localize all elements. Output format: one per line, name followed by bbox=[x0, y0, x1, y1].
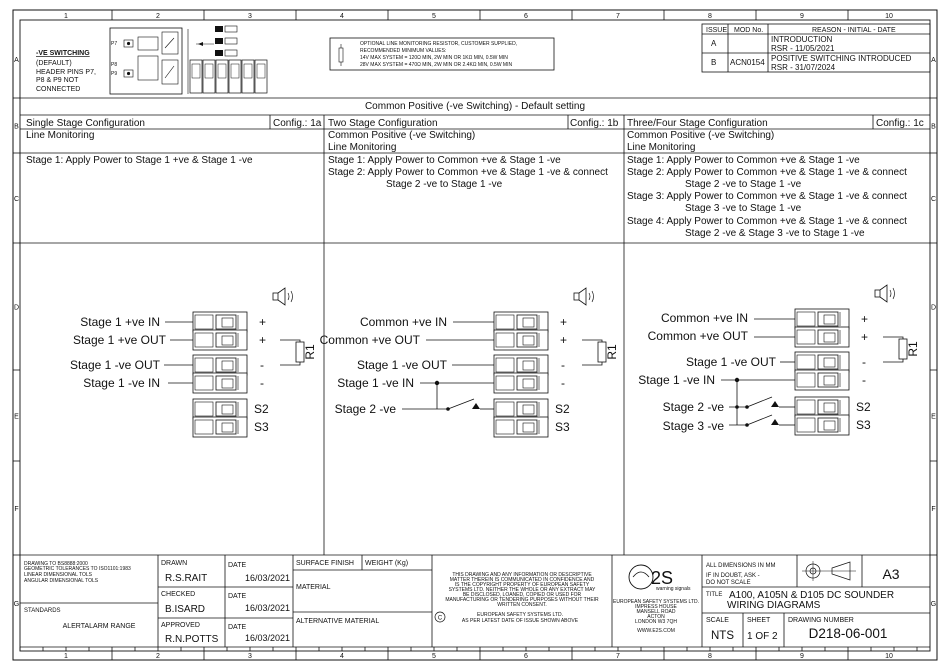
config-1b-step-2: Stage 2: Apply Power to Common +ve & Stage 1 -ve & connect bbox=[328, 167, 608, 178]
config-1c-subtitle-2: Line Monitoring bbox=[627, 142, 696, 153]
d2-label-3: Stage 1 -ve OUT bbox=[356, 358, 447, 372]
grid-row-G-right: G bbox=[930, 601, 937, 608]
rev-header-reason: REASON - INITIAL - DATE bbox=[812, 27, 896, 34]
d1-label-2: Stage 1 +ve OUT bbox=[72, 333, 166, 347]
wiring-diagram-1c bbox=[638, 285, 920, 435]
config-1b-subtitle-1: Common Positive (-ve Switching) bbox=[328, 130, 476, 141]
grid-col-4-top: 4 bbox=[340, 13, 344, 20]
d3-label-1: Common +ve IN bbox=[660, 311, 748, 325]
config-1c-step-2-cont: Stage 2 -ve to Stage 1 -ve bbox=[685, 179, 802, 190]
company-line-5: LONDON W3 7QH bbox=[635, 619, 677, 625]
d1-label-4: Stage 1 -ve IN bbox=[83, 376, 160, 390]
terminal-block bbox=[193, 399, 247, 419]
sheet-value: 1 OF 2 bbox=[747, 631, 778, 642]
terminal-block bbox=[193, 417, 247, 437]
terminal-block bbox=[795, 397, 849, 417]
grid-col-9-top: 9 bbox=[800, 13, 804, 20]
grid-col-5-bottom: 5 bbox=[432, 653, 436, 660]
config-1a-step-1: Stage 1: Apply Power to Stage 1 +ve & Stage 1 -ve bbox=[26, 155, 253, 166]
pcb-terminal-slot bbox=[257, 64, 265, 78]
logo-subtext: warning signals bbox=[656, 586, 691, 592]
rev-b-reason-2: RSR - 31/07/2024 bbox=[771, 63, 836, 72]
d2-label-2: Common +ve OUT bbox=[319, 333, 420, 347]
terminal-block bbox=[494, 399, 548, 419]
d1-term-3: - bbox=[260, 358, 264, 372]
copyright-line-3: IS THE COPYRIGHT PROPERTY OF EUROPEAN SAFETY bbox=[454, 582, 590, 588]
drawing-title-1: A100, A105N & D105 DC SOUNDER bbox=[729, 590, 895, 601]
d3-label-2: Common +ve OUT bbox=[647, 329, 748, 343]
grid-col-6-top: 6 bbox=[524, 13, 528, 20]
copyright-symbol: C bbox=[437, 615, 443, 622]
tol-line-1: DRAWING TO BS8888:2000 bbox=[24, 561, 88, 567]
sounder-icon bbox=[273, 288, 293, 305]
grid-col-6-bottom: 6 bbox=[524, 653, 528, 660]
terminal-block bbox=[193, 355, 247, 375]
config-1b-step-2-cont: Stage 2 -ve to Stage 1 -ve bbox=[386, 179, 503, 190]
grid-col-3-top: 3 bbox=[248, 13, 252, 20]
d1-resistor-label: R1 bbox=[303, 344, 317, 360]
d2-term-3: - bbox=[561, 358, 565, 372]
switching-line-3: P8 & P9 NOT bbox=[36, 77, 79, 84]
config-1c-step-4-cont: Stage 2 -ve & Stage 3 -ve to Stage 1 -ve bbox=[685, 228, 865, 239]
d3-label-3: Stage 1 -ve OUT bbox=[685, 355, 776, 369]
weight-label: WEIGHT (Kg) bbox=[365, 560, 409, 567]
rev-header-issue: ISSUE bbox=[706, 27, 728, 34]
tol-line-4: ANGULAR DIMENSIONAL TOLS bbox=[24, 578, 99, 584]
material-label: MATERIAL bbox=[296, 584, 331, 591]
config-1b-step-1: Stage 1: Apply Power to Common +ve & Stage 1 -ve bbox=[328, 155, 561, 166]
d2-label-5: Stage 2 -ve bbox=[334, 402, 396, 416]
section-title: Common Positive (-ve Switching) - Default setting bbox=[364, 101, 586, 112]
grid-col-8-top: 8 bbox=[708, 13, 712, 20]
d2-s2: S2 bbox=[555, 402, 570, 416]
grid-col-7-top: 7 bbox=[616, 13, 620, 20]
copyright-line-1: THIS DRAWING AND ANY INFORMATION OR DESCRIPTIVE bbox=[452, 572, 592, 578]
terminal-block bbox=[193, 373, 247, 393]
d2-resistor-label: R1 bbox=[605, 344, 619, 360]
resistor-note-line-4: 28V MAX SYSTEM = 470Ω MIN, 2W MIN OR 2.4KΩ MIN, 0.5W MIN bbox=[360, 62, 513, 68]
config-1a-subtitle: Line Monitoring bbox=[26, 130, 95, 141]
grid-col-10-top: 10 bbox=[885, 13, 893, 20]
grid-row-C-left: C bbox=[13, 196, 20, 203]
alt-material-label: ALTERNATIVE MATERIAL bbox=[296, 618, 380, 625]
d2-s3: S3 bbox=[555, 420, 570, 434]
scale-label: SCALE bbox=[706, 617, 729, 624]
d2-label-4: Stage 1 -ve IN bbox=[337, 376, 414, 390]
logo-text: 2S bbox=[651, 568, 674, 588]
approved-date: 16/03/2021 bbox=[244, 633, 290, 643]
d3-label-4: Stage 1 -ve IN bbox=[638, 373, 715, 387]
config-1c-step-3-cont: Stage 3 -ve to Stage 1 -ve bbox=[685, 203, 802, 214]
pcb-pin-p8: P8 bbox=[111, 62, 118, 68]
terminal-block bbox=[795, 327, 849, 347]
pcb-drawing bbox=[110, 26, 267, 94]
terminal-block bbox=[193, 330, 247, 350]
config-1a-code: Config.: 1a bbox=[273, 118, 322, 129]
drawing-title-2: WIRING DIAGRAMS bbox=[727, 600, 821, 611]
pcb-pin-p9: P9 bbox=[111, 71, 118, 77]
pcb-terminal-slot bbox=[231, 64, 239, 78]
d3-term-2: + bbox=[861, 330, 869, 344]
config-1c-code: Config.: 1c bbox=[876, 118, 924, 129]
d1-term-1: + bbox=[259, 315, 267, 329]
d3-term-4: - bbox=[862, 373, 866, 387]
terminal-block bbox=[795, 415, 849, 435]
company-website: WWW.E2S.COM bbox=[637, 628, 675, 634]
copyright-line-6: MANUFACTURING OR TENDERING PURPOSES WITHOUT THEIR bbox=[445, 597, 599, 603]
rev-b-reason-1: POSITIVE SWITCHING INTRODUCED bbox=[771, 54, 912, 63]
scale-value: NTS bbox=[711, 630, 734, 642]
grid-row-A-right: A bbox=[931, 57, 936, 64]
config-1c-step-4: Stage 4: Apply Power to Common +ve & Stage 1 -ve & connect bbox=[627, 216, 907, 227]
resistor-note-line-1: OPTIONAL LINE MONITORING RESISTOR, CUSTOMER SUPPLIED, bbox=[360, 41, 518, 47]
pcb-pin-p7: P7 bbox=[111, 41, 118, 47]
grid-row-C-right: C bbox=[930, 196, 937, 203]
grid-row-D-right: D bbox=[930, 304, 937, 312]
tol-line-2: GEOMETRIC TOLERANCES TO ISO1101:1983 bbox=[24, 566, 131, 572]
grid-row-D-left: D bbox=[13, 304, 20, 312]
config-1b-subtitle-2: Line Monitoring bbox=[328, 142, 397, 153]
grid-row-F-left: F bbox=[14, 506, 19, 513]
rev-b-issue: B bbox=[711, 58, 717, 67]
header-switching-block bbox=[36, 50, 96, 93]
resistor-note bbox=[330, 38, 554, 70]
terminal-block bbox=[795, 352, 849, 372]
approved-date-label: DATE bbox=[228, 624, 247, 631]
rev-a-reason-2: RSR - 11/05/2021 bbox=[771, 44, 835, 53]
pcb-terminal-slot bbox=[205, 64, 213, 78]
d3-s3: S3 bbox=[856, 418, 871, 432]
sounder-icon bbox=[574, 288, 594, 305]
config-1c-step-1: Stage 1: Apply Power to Common +ve & Stage 1 -ve bbox=[627, 155, 860, 166]
company-line-2: IMPRESS HOUSE bbox=[635, 604, 677, 610]
company-line-1: EUROPEAN SAFETY SYSTEMS LTD. bbox=[613, 599, 699, 605]
company-logo bbox=[629, 565, 691, 592]
grid-col-2-bottom: 2 bbox=[156, 653, 160, 660]
checked-by: B.ISARD bbox=[165, 604, 206, 615]
surface-finish-label: SURFACE FINISH bbox=[296, 560, 354, 567]
grid-col-3-bottom: 3 bbox=[248, 653, 252, 660]
terminal-block bbox=[494, 312, 548, 332]
grid-col-9-bottom: 9 bbox=[800, 653, 804, 660]
company-line-3: MANSELL ROAD bbox=[636, 609, 676, 615]
d1-s3: S3 bbox=[254, 420, 269, 434]
drawn-by: R.S.RAIT bbox=[165, 573, 208, 584]
d1-label-1: Stage 1 +ve IN bbox=[80, 315, 160, 329]
grid-row-B-left: B bbox=[14, 123, 19, 131]
grid-col-1-bottom: 1 bbox=[64, 653, 68, 660]
grid-row-B-right: B bbox=[931, 123, 936, 131]
config-1c-step-3: Stage 3: Apply Power to Common +ve & Stage 1 -ve & connect bbox=[627, 191, 907, 202]
title-block bbox=[20, 555, 930, 647]
company-line-4: ACTON bbox=[647, 614, 665, 620]
grid-col-4-bottom: 4 bbox=[340, 653, 344, 660]
drawn-date: 16/03/2021 bbox=[244, 573, 290, 583]
rev-header-mod: MOD No. bbox=[734, 27, 764, 34]
rev-a-issue: A bbox=[711, 39, 717, 48]
d2-term-4: - bbox=[561, 376, 565, 390]
copyright-line-5: BE DISCLOSED, LOANED, COPIED OR USED FOR bbox=[462, 592, 582, 598]
d1-s2: S2 bbox=[254, 402, 269, 416]
grid-col-2-top: 2 bbox=[156, 13, 160, 20]
drawing-number-label: DRAWING NUMBER bbox=[788, 617, 854, 624]
rev-b-mod: ACN0154 bbox=[730, 58, 765, 67]
d1-label-3: Stage 1 -ve OUT bbox=[69, 358, 160, 372]
checked-date-label: DATE bbox=[228, 593, 247, 600]
switching-line-1: (DEFAULT) bbox=[36, 60, 72, 67]
sheet-label: SHEET bbox=[747, 617, 771, 624]
grid-col-8-bottom: 8 bbox=[708, 653, 712, 660]
d2-label-1: Common +ve IN bbox=[359, 315, 447, 329]
standards-value: ALERTALARM RANGE bbox=[62, 623, 136, 630]
drawn-date-label: DATE bbox=[228, 562, 247, 569]
d3-term-3: - bbox=[862, 355, 866, 369]
dims-line-2: IF IN DOUBT, ASK - bbox=[706, 573, 760, 579]
d3-label-6: Stage 3 -ve bbox=[662, 419, 724, 433]
grid-row-G-left: G bbox=[13, 601, 20, 608]
copyright-footer-2: AS PER LATEST DATE OF ISSUE SHOWN ABOVE bbox=[461, 618, 579, 624]
pcb-terminal-slot bbox=[218, 64, 226, 78]
d2-term-2: + bbox=[560, 333, 568, 347]
third-angle-projection-icon bbox=[802, 561, 856, 581]
copyright-line-7: WRITTEN CONSENT. bbox=[497, 602, 547, 608]
revision-table bbox=[702, 24, 930, 72]
config-1c-subtitle-1: Common Positive (-ve Switching) bbox=[627, 130, 775, 141]
grid-col-10-bottom: 10 bbox=[885, 653, 893, 660]
pcb-terminal-slot bbox=[244, 64, 252, 78]
switching-line-4: CONNECTED bbox=[36, 86, 81, 93]
checked-date: 16/03/2021 bbox=[244, 603, 290, 613]
pcb-terminal-slot bbox=[192, 64, 200, 78]
resistor-note-line-3: 14V MAX SYSTEM = 120Ω MIN, 2W MIN OR 1KΩ MIN, 0.5W MIN bbox=[360, 55, 508, 61]
terminal-block bbox=[795, 370, 849, 390]
standards-label: STANDARDS bbox=[24, 608, 61, 614]
drawn-label: DRAWN bbox=[161, 560, 188, 567]
wiring-diagram-1a bbox=[70, 288, 317, 437]
config-1b-title: Two Stage Configuration bbox=[328, 118, 438, 129]
grid-row-E-right: E bbox=[931, 413, 936, 421]
grid-col-1-top: 1 bbox=[64, 13, 68, 20]
switching-line-2: HEADER PINS P7, bbox=[36, 69, 96, 76]
d3-s2: S2 bbox=[856, 400, 871, 414]
d2-term-1: + bbox=[560, 315, 568, 329]
approved-label: APPROVED bbox=[161, 622, 200, 629]
dims-line-1: ALL DIMENSIONS IN MM bbox=[706, 563, 776, 569]
d3-label-5: Stage 2 -ve bbox=[662, 400, 724, 414]
grid-row-A-left: A bbox=[14, 57, 19, 64]
terminal-block bbox=[494, 330, 548, 350]
tol-line-3: LINEAR DIMENSIONAL TOLS bbox=[24, 572, 92, 578]
terminal-block bbox=[494, 417, 548, 437]
checked-label: CHECKED bbox=[161, 591, 196, 598]
sounder-icon bbox=[875, 285, 895, 302]
copyright-line-2: MATTER THEREIN IS COMMUNICATED IN CONFIDENCE AND bbox=[449, 577, 595, 583]
dims-line-3: DO NOT SCALE bbox=[706, 580, 751, 586]
grid-row-E-left: E bbox=[14, 413, 19, 421]
d1-term-2: + bbox=[259, 333, 267, 347]
approved-by: R.N.POTTS bbox=[165, 634, 219, 645]
drawing-number: D218-06-001 bbox=[808, 626, 888, 641]
grid-row-F-right: F bbox=[931, 506, 936, 513]
config-1b-code: Config.: 1b bbox=[570, 118, 619, 129]
switching-title: -VE SWITCHING bbox=[36, 50, 90, 57]
grid-col-7-bottom: 7 bbox=[616, 653, 620, 660]
title-label: TITLE bbox=[706, 592, 723, 598]
d3-term-1: + bbox=[861, 312, 869, 326]
config-1a-title: Single Stage Configuration bbox=[26, 118, 145, 129]
config-1c-title: Three/Four Stage Configuration bbox=[627, 118, 768, 129]
sheet-size: A3 bbox=[882, 566, 900, 582]
copyright-footer-1: EUROPEAN SAFETY SYSTEMS LTD. bbox=[477, 612, 563, 618]
wiring-diagram-1b bbox=[320, 288, 619, 437]
terminal-block bbox=[494, 355, 548, 375]
resistor-note-line-2: RECOMMENDED MINIMUM VALUES: bbox=[360, 48, 447, 54]
copyright-line-4: SYSTEMS LTD. NEITHER THE WHOLE OR ANY EXTRACT MAY bbox=[448, 587, 596, 593]
config-1c-step-2: Stage 2: Apply Power to Common +ve & Stage 1 -ve & connect bbox=[627, 167, 907, 178]
terminal-block bbox=[795, 309, 849, 329]
d3-resistor-label: R1 bbox=[906, 341, 920, 357]
rev-a-reason-1: INTRODUCTION bbox=[771, 35, 833, 44]
terminal-block bbox=[193, 312, 247, 332]
d1-term-4: - bbox=[260, 376, 264, 390]
terminal-block bbox=[494, 373, 548, 393]
grid-col-5-top: 5 bbox=[432, 13, 436, 20]
bottom-ruler bbox=[20, 647, 917, 651]
